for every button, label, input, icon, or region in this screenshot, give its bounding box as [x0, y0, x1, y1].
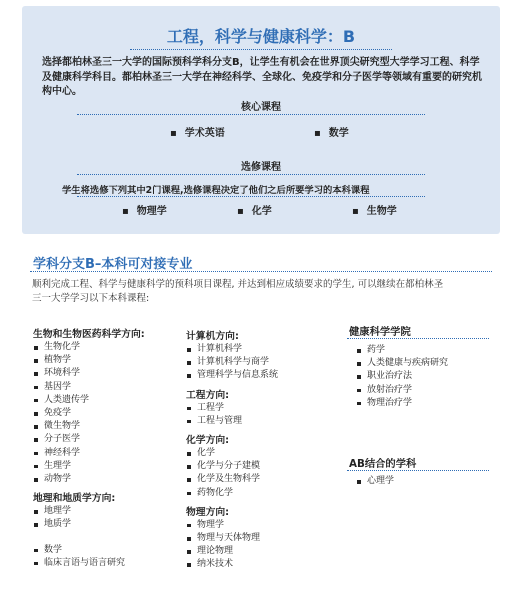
list-item: 计算机科学: [186, 343, 278, 356]
group-title-bio: 生物和生物医药科学方向:: [33, 329, 145, 340]
list-item: 分子医学: [33, 433, 145, 446]
group-title-eng: 工程方向:: [186, 389, 230, 401]
elective-item: ▪ 生物学: [352, 206, 397, 217]
list-item: 纳米技术: [186, 558, 278, 571]
list-item: 药物化学: [186, 487, 278, 500]
list-item: 植物学: [33, 354, 145, 367]
majors-paragraph: 顺利完成工程、科学与健康科学的预科项目课程, 并达到相应成绩要求的学生, 可以继续在都柏林圣三一大学学习以下本科课程:: [32, 279, 444, 304]
list-item: 理论物理: [186, 545, 278, 558]
list-geo: [33, 505, 145, 531]
list-item: 物理治疗学: [356, 397, 448, 410]
majors-column-3b: [356, 475, 394, 488]
list-item: 地质学: [33, 518, 145, 531]
majors-column-3: [356, 344, 448, 410]
health-divider: [347, 338, 489, 339]
list-item: 免疫学: [33, 407, 145, 420]
group-title-health: 健康科学学院: [349, 326, 411, 338]
list-item: 临床言语与语言研究: [33, 557, 145, 570]
panel-intro: 选择都柏林圣三一大学的国际预科学科分支B，让学生有机会在世界顶尖研究型大学学习工程、科学及健康科学科目。都柏林圣三一大学在神经科学、全球化、免疫学和分子医学等领域有重要的研究机构中心。: [42, 57, 482, 97]
list-item: 生物化学: [33, 341, 145, 354]
title-divider: [130, 49, 392, 50]
list-item: 环境科学: [33, 367, 145, 380]
majors-column-2: [186, 328, 278, 572]
list-item: 动物学: [33, 473, 145, 486]
list-item: 生理学: [33, 460, 145, 473]
list-item: 放射治疗学: [356, 384, 448, 397]
list-other: [33, 544, 145, 570]
core-heading: 核心课程: [241, 102, 281, 113]
group-title-geo: 地理和地质学方向:: [33, 493, 116, 505]
group-title-chem: 化学方向:: [186, 435, 230, 447]
majors-title: 学科分支B–本科可对接专业: [33, 257, 193, 272]
list-item: 神经科学: [33, 447, 145, 460]
list-item: 工程与管理: [186, 415, 278, 428]
list-chem: [186, 447, 278, 500]
list-item: 计算机科学与商学: [186, 356, 278, 369]
list-item: 工程学: [186, 402, 278, 415]
electives-note: 学生将选修下列其中2门课程,选修课程决定了他们之后所要学习的本科课程: [62, 185, 370, 196]
core-item: ▪ 学术英语: [170, 128, 225, 139]
electives-heading: 选修课程: [241, 162, 281, 173]
list-item: 职业治疗法: [356, 370, 448, 383]
list-item: 管理科学与信息系统: [186, 369, 278, 382]
list-eng: [186, 402, 278, 428]
list-ab: [356, 475, 394, 488]
list-item: 物理学: [186, 519, 278, 532]
panel-title: 工程，科学与健康科学：B: [166, 27, 356, 46]
list-item: 化学与分子建模: [186, 460, 278, 473]
list-item: 微生物学: [33, 420, 145, 433]
list-item: 地理学: [33, 505, 145, 518]
ab-divider: [347, 470, 489, 471]
list-bio: [33, 341, 145, 486]
list-item: 物理与天体物理: [186, 532, 278, 545]
program-panel: [22, 6, 500, 234]
list-item: 药学: [356, 344, 448, 357]
electives-divider: [77, 174, 425, 175]
core-divider: [77, 114, 425, 115]
list-item: 人类遗传学: [33, 394, 145, 407]
list-phys: [186, 519, 278, 572]
list-health: [356, 344, 448, 410]
group-title-phys: 物理方向:: [186, 506, 230, 518]
elective-item: ▪ 物理学: [122, 206, 167, 217]
list-item: 化学及生物科学: [186, 473, 278, 486]
electives-divider-2: [77, 196, 425, 197]
list-item: 基因学: [33, 381, 145, 394]
list-item: 人类健康与疾病研究: [356, 357, 448, 370]
elective-item: ▪ 化学: [237, 206, 272, 217]
list-item: 化学: [186, 447, 278, 460]
core-item: ▪ 数学: [314, 128, 349, 139]
majors-column-1: [33, 326, 145, 570]
majors-divider: [30, 271, 492, 272]
group-title-cs: 计算机方向:: [186, 331, 239, 342]
group-title-ab: AB结合的学科: [349, 458, 417, 470]
list-item: 心理学: [356, 475, 394, 488]
list-cs: [186, 343, 278, 383]
list-item: 数学: [33, 544, 145, 557]
